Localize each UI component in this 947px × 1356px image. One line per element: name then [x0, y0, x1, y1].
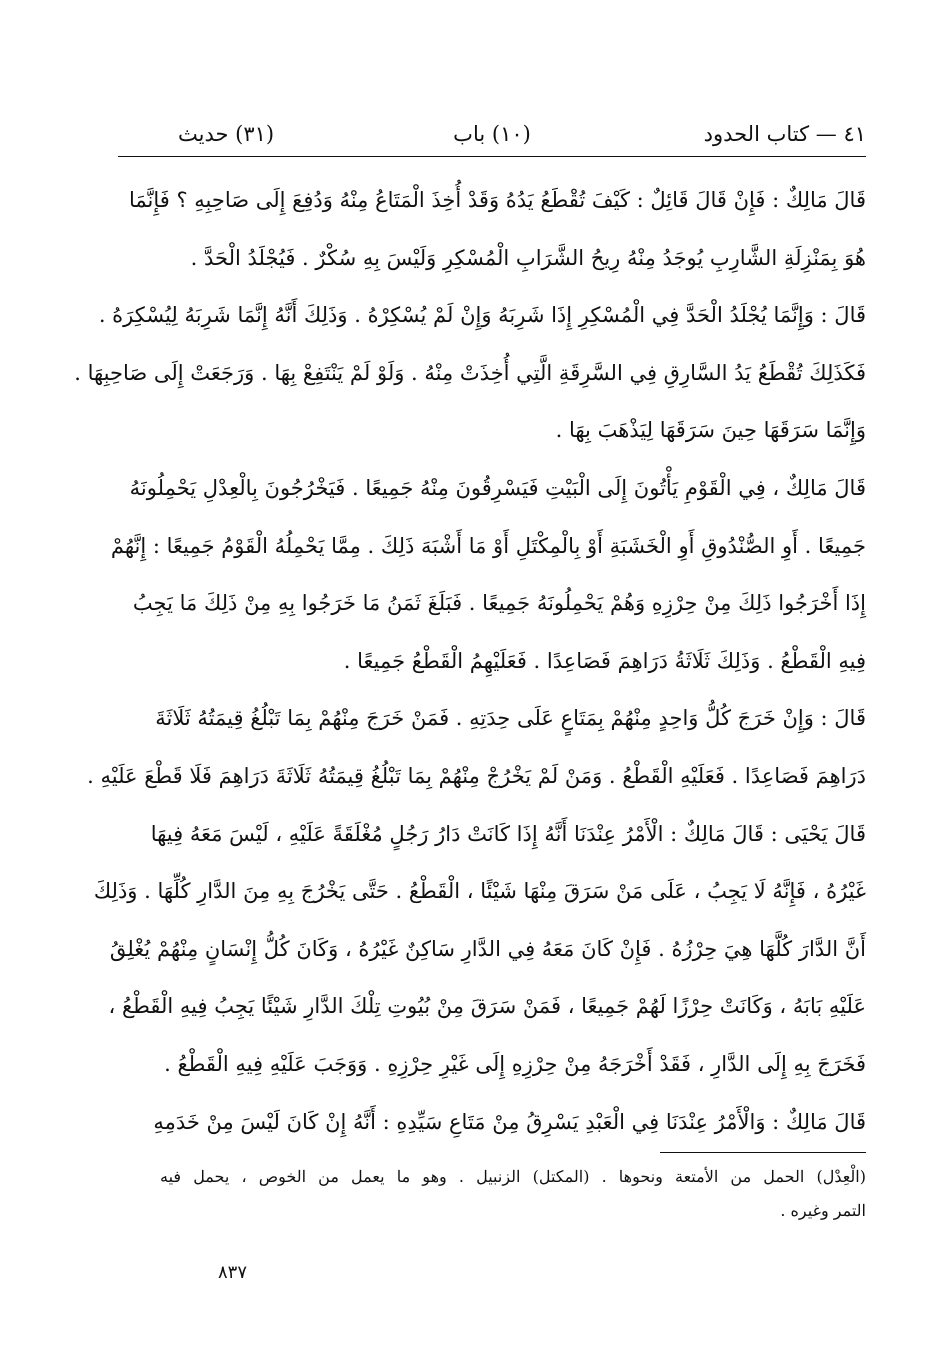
- footnote-divider: [660, 1152, 866, 1153]
- text-line: فَخَرَجَ بِهِ إِلَى الدَّارِ ، فَقَدْ أَخْرَجَهُ مِنْ حِرْزِهِ إِلَى غَيْرِ حِرْزِهِ . وَوَجَبَ عَلَيْهِ فِيهِ الْقَطْعُ .: [164, 1051, 866, 1076]
- text-line: جَمِيعًا . أَوِ الصُّنْدُوقِ أَوِ الْخَشَبَةِ أَوْ بِالْمِكْتَلِ أَوْ مَا أَشْبَهَ ذَلِكَ . مِمَّا يَحْمِلُهُ الْقَوْمُ جَمِيعًا : إِنَّهُمْ: [110, 533, 866, 558]
- main-text: [74, 172, 866, 1151]
- text-line: قَالَ : وَإِنَّمَا يُجْلَدُ الْحَدَّ فِي الْمُسْكِرِ إِذَا شَرِبَهُ وَإِنْ لَمْ يُسْكِرْهُ . وَذَلِكَ أَنَّهُ إِنَّمَا شَرِبَهُ لِيُسْكِرَهُ .: [98, 303, 866, 328]
- text-line: هُوَ بِمَنْزِلَةِ الشَّارِبِ يُوجَدُ مِنْهُ رِيحُ الشَّرَابِ الْمُسْكِرِ وَلَيْسَ بِهِ سُكْرٌ . فَيُجْلَدُ الْحَدَّ .: [190, 245, 866, 270]
- text-line: إِذَا أَخْرَجُوا ذَلِكَ مِنْ حِرْزِهِ وَهُمْ يَحْمِلُونَهُ جَمِيعًا . فَبَلَغَ ثَمَنُ مَا خَرَجُوا بِهِ مِنْ ذَلِكَ مَا يَجِبُ: [132, 591, 866, 616]
- page-number: ٨٣٧: [217, 1262, 247, 1283]
- text-line: قَالَ : وَإِنْ خَرَجَ كُلُّ وَاحِدٍ مِنْهُمْ بِمَتَاعٍ عَلَى حِدَتِهِ . فَمَنْ خَرَجَ مِنْهُمْ بِمَا تَبْلُغُ قِيمَتُهُ ثَلَاثَةَ: [155, 706, 866, 731]
- hadith-number: (٣١) حديث: [178, 122, 275, 146]
- header-divider: [118, 156, 866, 157]
- footnote-line: التمر وغيره .: [780, 1201, 866, 1220]
- footnote-line: (الْعِدْل) الحمل من الأمتعة ونحوها . (المكتل) الزنبيل . وهو ما يعمل من الخوص ، يحمل فيه: [160, 1167, 866, 1186]
- text-line: قَالَ مَالِكٌ : وَالْأَمْرُ عِنْدَنَا فِي الْعَبْدِ يَسْرِقُ مِنْ مَتَاعِ سَيِّدِهِ : أَنَّهُ إِنْ كَانَ لَيْسَ مِنْ خَدَمِهِ: [153, 1109, 866, 1134]
- footnotes: [160, 1160, 866, 1228]
- text-line: وَإِنَّمَا سَرَقَهَا حِينَ سَرَقَهَا لِيَذْهَبَ بِهَا .: [555, 418, 866, 443]
- text-line: قَالَ مَالِكٌ : فَإِنْ قَالَ قَائِلٌ : كَيْفَ تُقْطَعُ يَدُهُ وَقَدْ أُخِذَ الْمَتَاعُ مِنْهُ وَدُفِعَ إِلَى صَاحِبِهِ ؟ فَإِنَّمَا: [128, 188, 866, 212]
- text-line: دَرَاهِمَ فَصَاعِدًا . فَعَلَيْهِ الْقَطْعُ . وَمَنْ لَمْ يَخْرُجْ مِنْهُمْ بِمَا تَبْلُغُ قِيمَتُهُ ثَلَاثَةَ دَرَاهِمَ فَلَا قَطْعَ عَلَيْهِ .: [87, 763, 866, 788]
- text-line: قَالَ مَالِكٌ ، فِي الْقَوْمِ يَأْتُونَ إِلَى الْبَيْتِ فَيَسْرِقُونَ مِنْهُ جَمِيعًا . فَيَخْرُجُونَ بِالْعِدْلِ يَحْمِلُونَهُ: [129, 475, 866, 500]
- text-line: قَالَ يَحْيَى : قَالَ مَالِكٌ : الْأَمْرُ عِنْدَنَا أَنَّهُ إِذَا كَانَتْ دَارُ رَجُلٍ مُغْلَقَةً عَلَيْهِ ، لَيْسَ مَعَهُ فِيهَا: [150, 821, 866, 846]
- text-line: عَلَيْهِ بَابَهُ ، وَكَانَتْ حِرْزًا لَهُمْ جَمِيعًا ، فَمَنْ سَرَقَ مِنْ بُيُوتِ تِلْكَ الدَّارِ شَيْئًا يَجِبُ فِيهِ الْقَطْعُ ،: [108, 994, 866, 1019]
- text-line: أَنَّ الدَّارَ كُلَّهَا هِيَ حِرْزُهُ . فَإِنْ كَانَ مَعَهُ فِي الدَّارِ سَاكِنٌ غَيْرُهُ ، وَكَانَ كُلُّ إِنْسَانٍ مِنْهُمْ يُغْلِقُ: [109, 936, 866, 961]
- text-line: فِيهِ الْقَطْعُ . وَذَلِكَ ثَلَاثَةُ دَرَاهِمَ فَصَاعِدًا . فَعَلَيْهِمُ الْقَطْعُ جَمِيعًا .: [343, 648, 866, 673]
- chapter-title: ٤١ — كتاب الحدود: [703, 122, 866, 146]
- section-number: (١٠) باب: [453, 122, 531, 146]
- text-line: غَيْرُهُ ، فَإِنَّهُ لَا يَجِبُ ، عَلَى مَنْ سَرَقَ مِنْهَا شَيْئًا ، الْقَطْعُ . حَتَّى يَخْرُجَ بِهِ مِنَ الدَّارِ كُلِّهَا . وَذَلِكَ: [93, 879, 866, 904]
- text-line: فَكَذَلِكَ تُقْطَعُ يَدُ السَّارِقِ فِي السَّرِقَةِ الَّتِي أُخِذَتْ مِنْهُ . وَلَوْ لَمْ يَنْتَفِعْ بِهَا . وَرَجَعَتْ إِلَى صَاحِبِهَا .: [74, 360, 866, 385]
